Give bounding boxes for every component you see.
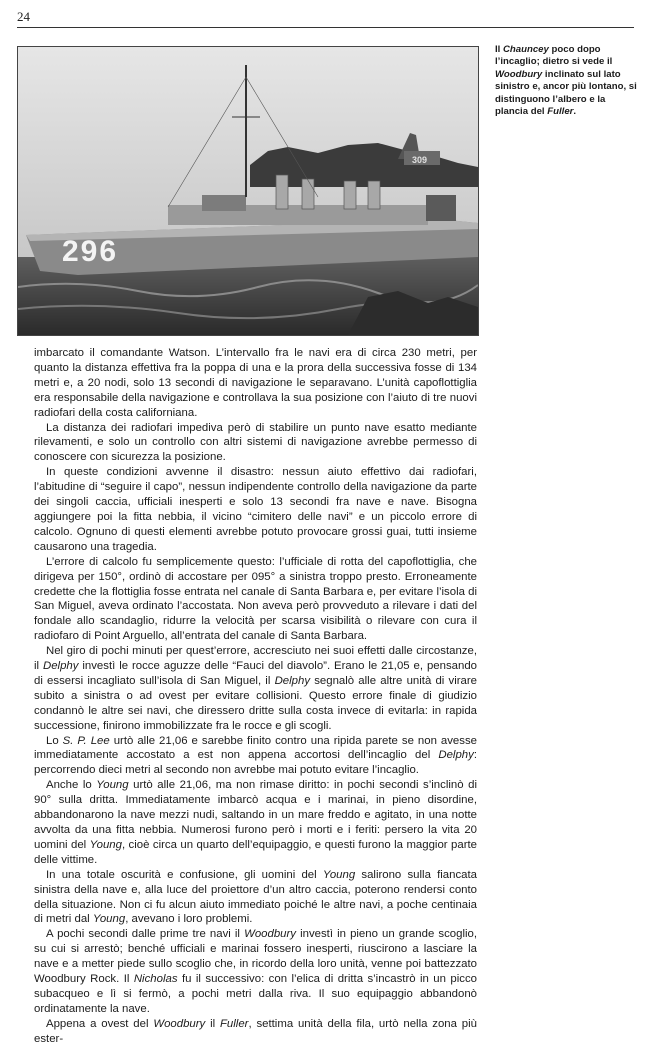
text-run: : percorrendo dieci metri al secondo non avrebbe mai potuto evitare l’incaglio. xyxy=(34,749,477,777)
text-run: L’errore di calcolo fu semplicemente questo: l’ufficiale di rotta del capoflottiglia, che dirigeva per 150°, ordinò di accostare per 095° a sinistra troppo presto. Erroneamente credette che la flottiglia fosse entrata nel canale di Santa Barbara e, per evitare l’isola di San Miguel, aveva ordinato l’accostata. Non aveva però provveduto a rilevare i dati del fondale allo scandaglio, ridurre la velocità per scarsa visibilità o rilevare con cura il radiofaro di Point Arguello, all’entrata del canale di Santa Barbara. xyxy=(34,555,477,643)
text-run: , avevano i loro problemi. xyxy=(125,913,253,926)
paragraph xyxy=(34,734,477,779)
text-run: , cioè circa un quarto dell’equipaggio, e questi furono la maggior parte delle vittime. xyxy=(34,838,477,866)
italic-text: Young xyxy=(96,779,129,792)
hull-number: 296 xyxy=(62,235,119,268)
text-run: In queste condizioni avvenne il disastro: nessun aiuto effettivo dai radiofari, l’abitudine di “seguire il capo”, nessun indipendente controllo della navigazione da parte dei singoli caccia, ufficiali inesperti e solo 13 secondi fra nave e nave. Bisogna aggiungere poi la fitta nebbia, il vicino “cimitero delle navi” e un piccolo errore di calcolo. Ognuno di questi elementi avrebbe potuto provocare grossi guai, tutti insieme causarono una tragedia. xyxy=(34,466,477,553)
italic-text: Woodbury xyxy=(153,1017,206,1030)
text-run: . xyxy=(573,106,577,118)
italic-text: Woodbury xyxy=(495,68,543,80)
text-run: fu il successivo: con l’elica di dritta s’incastrò in un picco subacqueo e lì si fermò, a pochi metri dalla riva. Il suo equipaggio abbandonò ordinatamente la nave. xyxy=(34,973,477,1015)
header-rule xyxy=(17,27,634,28)
text-run: In una totale oscurità e confusione, gli uomini del xyxy=(46,868,323,881)
text-run: inclinato sul lato sinistro e, ancor più lontano, si distinguono l’albero e la plancia del xyxy=(495,68,637,118)
italic-text: Delphy xyxy=(438,749,474,762)
text-run: urtò alle 21,06 e sarebbe finito contro una ripida parete se non avesse immediatamente accostato a est non appena accortosi dell’incaglio del xyxy=(34,734,477,762)
text-run: Anche lo xyxy=(46,779,97,792)
paragraph xyxy=(34,868,477,928)
paragraph xyxy=(34,465,477,554)
text-run: Il xyxy=(495,44,503,55)
figure-caption xyxy=(495,44,640,118)
italic-text: Young xyxy=(322,868,356,881)
text-run: urtò alle 21,06, ma non rimase diritto: in pochi secondi s’inclinò di 90° sulla dritta. Immediatamente imbarcò acqua e i marinai, in pieno disordine, abbandonarono la nave mezzi nudi, saltando in un mare freddo e agitato, in una notte avvolta da una fitta nebbia. Numerosi furono però i morti e i feriti: persero la vita 20 uomini del xyxy=(34,779,477,851)
text-run: investì in pieno un grande scoglio, su cui si arrestò; benché ufficiali e marinai fossero inesperti, riuscirono a lasciare la nave e a metter piede sullo scoglio che, in ricordo della loro unità, venne poi battezzato Woodbury Rock. Il xyxy=(34,928,477,986)
paragraph xyxy=(34,778,477,867)
italic-text: Delphy xyxy=(42,660,79,673)
paragraph xyxy=(34,644,477,733)
paragraph xyxy=(34,1017,477,1047)
text-run: A pochi secondi dalle prime tre navi il xyxy=(46,928,245,941)
paragraph xyxy=(34,555,477,644)
italic-text: S. P. Lee xyxy=(62,734,110,747)
text-run: , settima unità della fila, urtò nella zona più ester- xyxy=(34,1017,477,1045)
text-run: poco dopo l’incaglio; dietro si vede il xyxy=(495,44,613,68)
italic-text: Fuller xyxy=(547,106,574,118)
text-run: imbarcato il comandante Watson. L’intervallo fra le navi era di circa 230 metri, per quanto la distanza effettiva fra la poppa di una e la prora della successiva fosse di 134 metri e, a 20 nodi, solo 13 secondi di navigazione le separavano. L’unità capoflottiglia era responsabile della navigazione e controllava la sua posizione con l’aiuto di tre nuovi radiofari della costa californiana. xyxy=(34,347,477,419)
page-number: 24 xyxy=(17,9,30,24)
paragraph xyxy=(34,346,477,421)
italic-text: Fuller xyxy=(219,1017,249,1030)
ship-photograph xyxy=(17,46,479,336)
text-run: il xyxy=(205,1017,220,1030)
text-run: Appena a ovest del xyxy=(46,1017,154,1030)
text-run: segnalò alle altre unità di virare subito a sinistra o ad ovest per evitare collisioni. Questo errore finale di giudizio condannò le altre sei navi, che diressero dritte sulla costa invece di evitarla: in rapida successione, finirono immobilizzate fra le rocce e gli scogli. xyxy=(34,674,478,732)
paragraph xyxy=(34,421,477,466)
text-run: Nel giro di pochi minuti per quest’errore, accresciuto nei suoi effetti dalle circostanze, il xyxy=(34,645,477,673)
article-body xyxy=(34,346,477,1047)
paragraph xyxy=(34,927,477,1016)
italic-text: Woodbury xyxy=(244,928,296,941)
wreck-hull-number: 309 xyxy=(412,155,428,165)
text-run: investì le rocce aguzze delle “Fauci del diavolo”. Erano le 21,05 e, pensando di essersi incagliato sull’isola di San Miguel, il xyxy=(34,660,477,687)
text-run: Lo xyxy=(46,734,63,747)
italic-text: Young xyxy=(89,838,122,851)
italic-text: Delphy xyxy=(274,674,311,687)
italic-text: Chauncey xyxy=(503,44,549,55)
text-run: salirono sulla fiancata sinistra della nave e, alla luce del proiettore d’un altro caccia, poterono rendersi conto della situazione. Non ci fu alcun aiuto immediato poiché le altre navi, a poche centinaia di metri dal xyxy=(34,868,477,926)
italic-text: Young xyxy=(92,913,126,926)
text-run: La distanza dei radiofari impediva però di stabilire un punto nave esatto mediante rilevamenti, e solo un controllo con altri sistemi di navigazione avrebbe permesso di conoscere con sicurezza la posizione. xyxy=(34,421,477,464)
italic-text: Nicholas xyxy=(133,973,178,986)
